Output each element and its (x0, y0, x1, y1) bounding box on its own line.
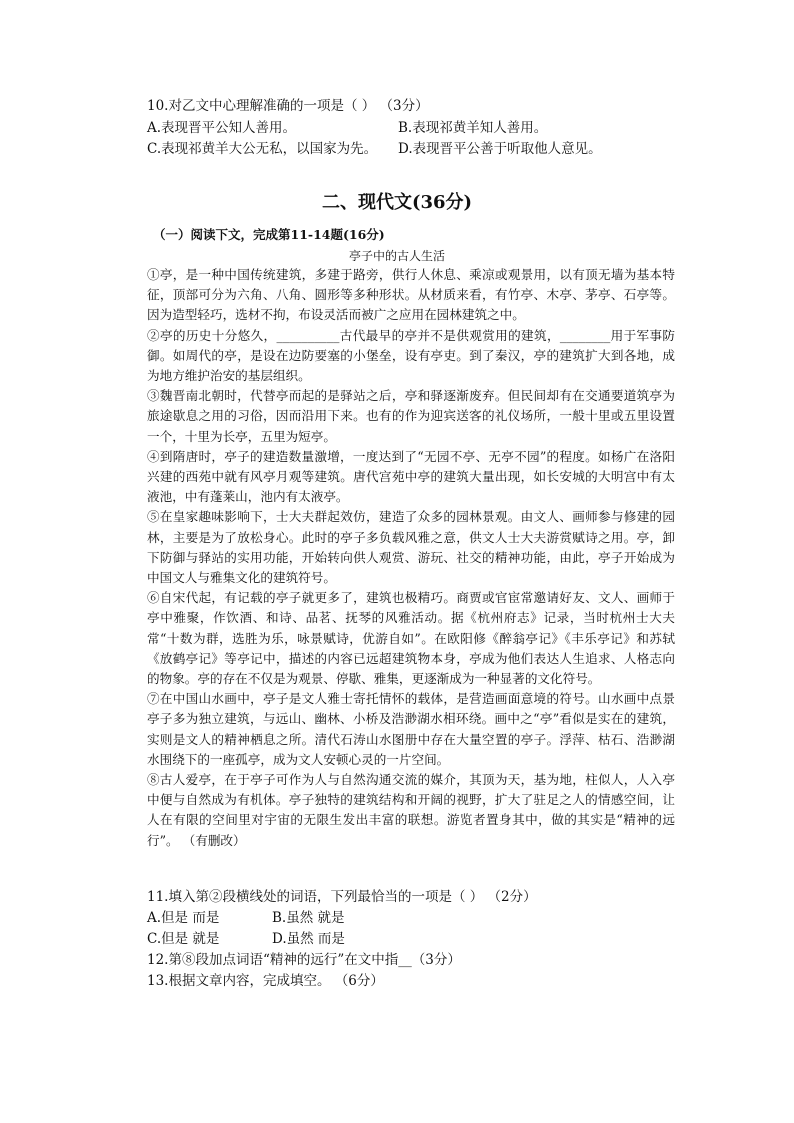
q10-option-c: C.表现祁黄羊大公无私，以国家为先。 (147, 141, 378, 157)
article-body (147, 265, 675, 851)
q11-option-d: D.虽然 而是 (272, 931, 345, 947)
paragraph-4: ④到隋唐时，亭子的建造数量激增，一度达到了“无园不亭、无亭不园”的程度。如杨广在洛阳兴建的西苑中就有风亭月观等建筑。唐代宫苑中亭的建筑大量出现，如长安城的大明宫中有太液池，中有蓬莱山，池内有太液亭。 (147, 448, 675, 505)
q10-stem: 10.对乙文中心理解准确的一项是（ ） （3分） (147, 98, 429, 114)
paragraph-7: ⑦在中国山水画中，亭子是文人雅士寄托情怀的载体，是营造画面意境的符号。山水画中点景亭子多为独立建筑，与远山、幽林、小桥及浩渺湖水相环绕。画中之“亭”看似是实在的建筑，实则是文人的精神栖息之所。清代石涛山水图册中存在大量空置的亭子。浮萍、枯石、浩渺湖水围绕下的一座孤亭，成为文人安顿心灵的一片空间。 (147, 691, 675, 767)
paragraph-6: ⑥自宋代起，有记载的亭子就更多了，建筑也极精巧。商贾或官宦常邀请好友、文人、画师于亭中雅聚，作饮酒、和诗、品茗、抚琴的风雅活动。据《杭州府志》记录，当时杭州士大夫常“十数为群，选胜为乐，咏景赋诗，优游自如”。在欧阳修《醉翁亭记》《丰乐亭记》和苏轼《放鹤亭记》等亭记中，描述的内容已远超建筑物本身，亭成为他们表达人生追求、人格志向的物象。亭的存在不仅是为观景、停歇、雅集，更逐渐成为一种显著的文化符号。 (147, 590, 675, 687)
paragraph-3: ③魏晋南北朝时，代替亭而起的是驿站之后，亭和驿逐渐废弃。但民间却有在交通要道筑亭为旅途歇息之用的习俗，因而沿用下来。也有的作为迎宾送客的礼仪场所，一般十里或五里设置一个，十里为长亭，五里为短亭。 (147, 388, 675, 444)
q11-option-a: A.但是 而是 (147, 910, 220, 926)
paragraph-2: ②亭的历史十分悠久，__________古代最早的亭并不是供观赏用的建筑，________用于军事防御。如周代的亭，是设在边防要塞的小堡垒，设有亭吏。到了秦汉，亭的建筑扩大到各地，成为地方维护治安的基层组织。 (147, 327, 675, 384)
q11-option-c: C.但是 就是 (147, 931, 220, 947)
paragraph-8: ⑧古人爱亭，在于亭子可作为人与自然沟通交流的媒介，其顶为天，基为地，柱似人，人入亭中便与自然成为有机体。亭子独特的建筑结构和开阔的视野，扩大了驻足之人的情感空间，让人在有限的空间里对宇宙的无限生发出丰富的联想。游览者置身其中，做的其实是“精神的远行”。 （有删改） (147, 772, 675, 848)
q10-option-a: A.表现晋平公知人善用。 (147, 120, 297, 136)
article-title: 亭子中的古人生活 (348, 249, 445, 263)
part-heading: （一）阅读下文，完成第11-14题(16分) (153, 227, 385, 242)
paragraph-1: ①亭，是一种中国传统建筑，多建于路旁，供行人休息、乘凉或观景用，以有顶无墙为基本特征，顶部可分为六角、八角、圆形等多种形状。从材质来看，有竹亭、木亭、茅亭、石亭等。因为造型轻巧，选材不拘，布设灵活而被广之应用在园林建筑之中。 (147, 267, 675, 323)
q10-option-d: D.表现晋平公善于听取他人意见。 (398, 141, 602, 157)
section-title: 二、现代文(36分) (321, 192, 473, 213)
q10-option-b: B.表现祁黄羊知人善用。 (398, 120, 548, 136)
q13-stem: 13.根据文章内容，完成填空。 （6分） (147, 973, 384, 989)
q12-stem: 12.第⑧段加点词语“精神的远行”在文中指__（3分） (147, 952, 461, 968)
paragraph-5: ⑤在皇家趣味影响下，士大夫群起效仿，建造了众多的园林景观。由文人、画师参与修建的园林，主要是为了放松身心。此时的亭子多负载风雅之意，供文人士大夫游赏赋诗之用。亭，卸下防御与驿站的实用功能，开始转向供人观赏、游玩、社交的精神功能，由此，亭子开始成为中国文人与雅集文化的建筑符号。 (147, 509, 675, 586)
q11-stem: 11.填入第②段横线处的词语，下列最恰当的一项是（ ） （2分） (147, 889, 537, 905)
q11-option-b: B.虽然 就是 (272, 910, 345, 926)
